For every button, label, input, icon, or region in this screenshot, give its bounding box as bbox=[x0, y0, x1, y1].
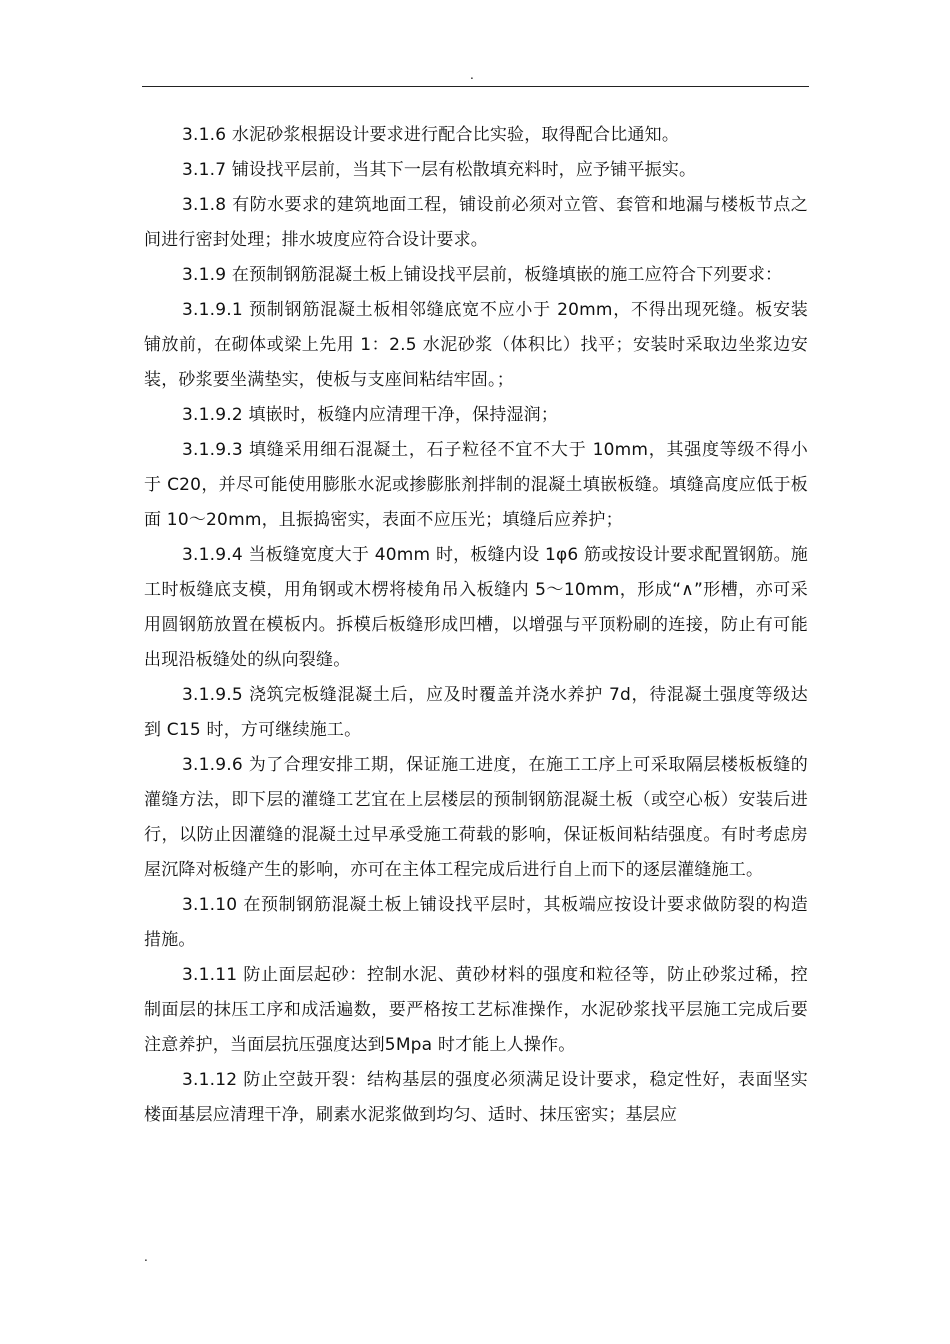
paragraph-3-1-7: 3.1.7 铺设找平层前，当其下一层有松散填充料时，应予铺平振实。 bbox=[182, 160, 697, 180]
paragraph-3-1-12: 3.1.12 防止空鼓开裂：结构基层的强度必须满足设计要求，稳定性好，表面坚实楼面基层应清理干净，刷素水泥浆做到均匀、适时、抹压密实；基层应 bbox=[144, 1070, 808, 1125]
paragraph-3-1-8: 3.1.8 有防水要求的建筑地面工程，铺设前必须对立管、套管和地漏与楼板节点之间进行密封处理；排水坡度应符合设计要求。 bbox=[144, 195, 808, 250]
paragraph-3-1-6: 3.1.6 水泥砂浆根据设计要求进行配合比实验，取得配合比通知。 bbox=[182, 125, 680, 145]
paragraph-3-1-9-4: 3.1.9.4 当板缝宽度大于 40mm 时，板缝内设 1φ6 筋或按设计要求配置钢筋。施工时板缝底支模，用角钢或木楞将棱角吊入板缝内 5～10mm，形成“∧”形槽，亦可采用圆钢筋放置在模板内。拆模后板缝形成凹槽，以增强与平顶粉刷的连接，防止有可能出现沿板缝处的纵向裂缝。 bbox=[144, 545, 808, 670]
paragraph-3-1-9-1: 3.1.9.1 预制钢筋混凝土板相邻缝底宽不应小于 20mm，不得出现死缝。板安装铺放前，在砌体或梁上先用 1：2.5 水泥砂浆（体积比）找平；安装时采取边坐浆边安装，砂浆要坐满垫实，使板与支座间粘结牢固。； bbox=[144, 300, 808, 390]
paragraph-3-1-9-5: 3.1.9.5 浇筑完板缝混凝土后，应及时覆盖并浇水养护 7d，待混凝土强度等级达到 C15 时，方可继续施工。 bbox=[144, 685, 808, 740]
paragraph-3-1-9-3: 3.1.9.3 填缝采用细石混凝土，石子粒径不宜不大于 10mm，其强度等级不得小于 C20，并尽可能使用膨胀水泥或掺膨胀剂拌制的混凝土填嵌板缝。填缝高度应低于板面 10～20mm，且振捣密实，表面不应压光；填缝后应养护； bbox=[144, 440, 808, 530]
paragraph-3-1-10: 3.1.10 在预制钢筋混凝土板上铺设找平层时，其板端应按设计要求做防裂的构造措施。 bbox=[144, 895, 808, 950]
paragraph-3-1-9-6: 3.1.9.6 为了合理安排工期，保证施工进度，在施工工序上可采取隔层楼板板缝的灌缝方法，即下层的灌缝工艺宜在上层楼层的预制钢筋混凝土板（或空心板）安装后进行，以防止因灌缝的混凝土过早承受施工荷载的影响，保证板间粘结强度。有时考虑房屋沉降对板缝产生的影响，亦可在主体工程完成后进行自上而下的逐层灌缝施工。 bbox=[144, 755, 808, 880]
paragraph-3-1-9-2: 3.1.9.2 填嵌时，板缝内应清理干净，保持湿润； bbox=[182, 405, 559, 425]
header-rule bbox=[142, 86, 809, 87]
paragraph-3-1-9: 3.1.9 在预制钢筋混凝土板上铺设找平层前，板缝填嵌的施工应符合下列要求： bbox=[182, 265, 783, 285]
header-mark: . bbox=[470, 68, 474, 82]
document-body bbox=[144, 118, 808, 1133]
footer-mark: . bbox=[144, 1250, 148, 1264]
paragraph-3-1-11: 3.1.11 防止面层起砂：控制水泥、黄砂材料的强度和粒径等，防止砂浆过稀，控制面层的抹压工序和成活遍数，要严格按工艺标准操作，水泥砂浆找平层施工完成后要注意养护，当面层抗压强度达到5Mpa 时才能上人操作。 bbox=[144, 965, 808, 1055]
